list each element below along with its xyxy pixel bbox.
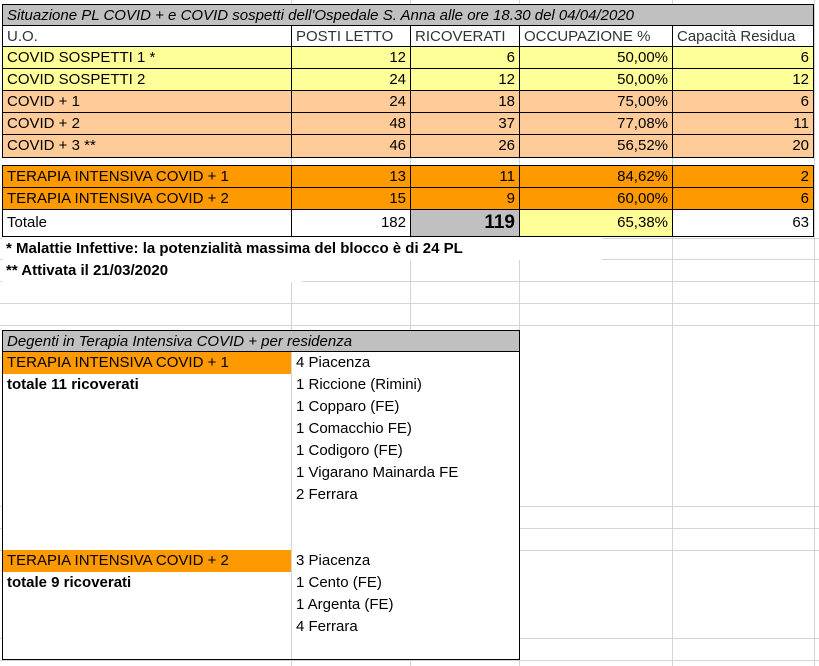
row-occupazione: 56,52% bbox=[519, 134, 673, 158]
row-ricoverati: 12 bbox=[410, 68, 520, 91]
col-header-posti-letto: POSTI LETTO bbox=[291, 25, 411, 47]
residenza-item: 1 Riccione (Rimini) bbox=[296, 376, 422, 393]
row-occupazione: 50,00% bbox=[519, 46, 673, 69]
row-occupazione: 60,00% bbox=[519, 187, 673, 210]
gridline bbox=[0, 303, 819, 304]
gridline bbox=[0, 660, 819, 661]
row-occupazione: 84,62% bbox=[519, 165, 673, 188]
row-posti: 12 bbox=[291, 46, 411, 69]
row-posti: 13 bbox=[291, 165, 411, 188]
gridline bbox=[0, 325, 819, 326]
totale-label: Totale bbox=[2, 209, 292, 237]
residenza-item: 1 Codigoro (FE) bbox=[296, 442, 403, 459]
row-posti: 48 bbox=[291, 112, 411, 135]
residenza-item: 1 Copparo (FE) bbox=[296, 398, 400, 415]
row-ricoverati: 37 bbox=[410, 112, 520, 135]
row-posti: 24 bbox=[291, 90, 411, 113]
row-occupazione: 50,00% bbox=[519, 68, 673, 91]
col-header-ricoverati: RICOVERATI bbox=[410, 25, 520, 47]
residenza-item: 1 Comacchio FE) bbox=[296, 420, 412, 437]
totale-residua: 63 bbox=[672, 209, 814, 237]
residenza-item: 1 Cento (FE) bbox=[296, 574, 382, 591]
row-residua: 6 bbox=[672, 187, 814, 210]
table-title: Situazione PL COVID + e COVID sospetti dell'Ospedale S. Anna alle ore 18.30 del 04/04/2020 bbox=[2, 4, 814, 26]
row-posti: 46 bbox=[291, 134, 411, 158]
row-posti: 24 bbox=[291, 68, 411, 91]
row-uo: TERAPIA INTENSIVA COVID + 1 bbox=[2, 165, 292, 188]
residenza-group1-label: TERAPIA INTENSIVA COVID + 1 bbox=[3, 352, 291, 374]
note-2: ** Attivata il 21/03/2020 bbox=[2, 260, 302, 282]
col-header-occupazione: OCCUPAZIONE % bbox=[519, 25, 673, 47]
row-ricoverati: 18 bbox=[410, 90, 520, 113]
row-ricoverati: 9 bbox=[410, 187, 520, 210]
note-1: * Malattie Infettive: la potenzialità massima del blocco è di 24 PL bbox=[2, 238, 602, 260]
row-occupazione: 77,08% bbox=[519, 112, 673, 135]
residenza-item: 4 Ferrara bbox=[296, 618, 358, 635]
totale-posti: 182 bbox=[291, 209, 411, 237]
residenza-item: 1 Argenta (FE) bbox=[296, 596, 394, 613]
row-residua: 6 bbox=[672, 90, 814, 113]
residenza-group2-label: TERAPIA INTENSIVA COVID + 2 bbox=[3, 550, 291, 572]
residenza-group1-total: totale 11 ricoverati bbox=[7, 376, 139, 393]
row-residua: 11 bbox=[672, 112, 814, 135]
row-uo: COVID + 3 ** bbox=[2, 134, 292, 158]
gridline bbox=[291, 352, 292, 659]
row-residua: 2 bbox=[672, 165, 814, 188]
row-ricoverati: 26 bbox=[410, 134, 520, 158]
row-residua: 20 bbox=[672, 134, 814, 158]
row-ricoverati: 11 bbox=[410, 165, 520, 188]
residenza-item: 3 Piacenza bbox=[296, 552, 371, 569]
gridline bbox=[814, 0, 815, 666]
residenza-group2-total: totale 9 ricoverati bbox=[7, 574, 132, 591]
totale-occupazione: 65,38% bbox=[519, 209, 673, 237]
row-uo: TERAPIA INTENSIVA COVID + 2 bbox=[2, 187, 292, 210]
row-uo: COVID + 1 bbox=[2, 90, 292, 113]
row-uo: COVID + 2 bbox=[2, 112, 292, 135]
row-posti: 15 bbox=[291, 187, 411, 210]
row-residua: 6 bbox=[672, 46, 814, 69]
residenza-item: 2 Ferrara bbox=[296, 486, 358, 503]
row-uo: COVID SOSPETTI 2 bbox=[2, 68, 292, 91]
row-occupazione: 75,00% bbox=[519, 90, 673, 113]
col-header-capacita-residua: Capacità Residua bbox=[672, 25, 814, 47]
row-residua: 12 bbox=[672, 68, 814, 91]
row-ricoverati: 6 bbox=[410, 46, 520, 69]
residenza-item: 4 Piacenza bbox=[296, 354, 371, 371]
residenza-title: Degenti in Terapia Intensiva COVID + per residenza bbox=[2, 330, 520, 352]
row-uo: COVID SOSPETTI 1 * bbox=[2, 46, 292, 69]
totale-ricoverati: 119 bbox=[410, 209, 520, 237]
residenza-item: 1 Vigarano Mainarda FE bbox=[296, 464, 459, 481]
col-header-uo: U.O. bbox=[2, 25, 292, 47]
